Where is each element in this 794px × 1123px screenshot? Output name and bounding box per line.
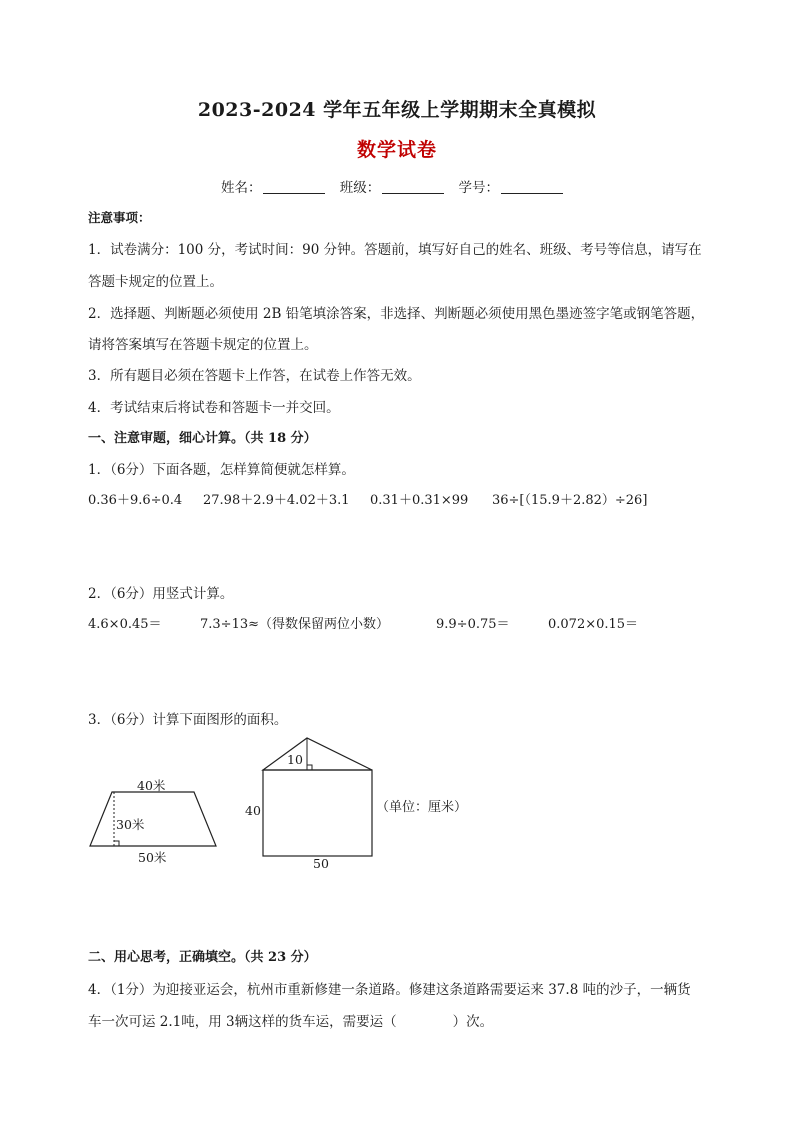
question-1: 1．（6分）下面各题，怎样算简便就怎样算。 — [88, 462, 355, 478]
note-line: 1．试卷满分：100 分，考试时间：90 分钟。答题前，填写好自己的姓名、班级、考号等信息，请写在 — [88, 242, 702, 258]
right-angle-mark — [307, 765, 312, 770]
q4-text-before: 车一次可运 2.1吨，用 3辆这样的货车运，需要运（ — [88, 1014, 397, 1030]
rectangle-side-label: 40 — [245, 803, 261, 818]
trapezoid-bottom-label: 50米 — [138, 850, 167, 865]
triangle-roof — [263, 738, 372, 770]
q2-expr-1: 4.6×0.45＝ — [88, 617, 162, 632]
q4-text-after: ）次。 — [452, 1014, 494, 1030]
note-line: 答题卡规定的位置上。 — [88, 274, 223, 290]
q1-expr-3: 0.31＋0.31×99 — [370, 493, 469, 508]
section2-heading: 二、用心思考，正确填空。（共 23 分） — [88, 950, 317, 965]
trapezoid-top-label: 40米 — [137, 778, 166, 793]
note-line: 4．考试结束后将试卷和答题卡一并交回。 — [88, 400, 340, 416]
q1-expr-1: 0.36＋9.6÷0.4 — [88, 493, 183, 508]
section1-heading: 一、注意审题，细心计算。（共 18 分） — [88, 431, 317, 446]
q1-expr-4: 36÷[（15.9＋2.82）÷26] — [492, 493, 648, 508]
student-info — [0, 176, 794, 196]
question-2: 2．（6分）用竖式计算。 — [88, 586, 234, 602]
question-4-line1: 4．（1分）为迎接亚运会，杭州市重新修建一条道路。修建这条道路需要运来 37.8 吨的沙子，一辆货 — [88, 982, 691, 998]
id-label: 学号： — [458, 180, 500, 196]
q2-expr-2: 7.3÷13≈（得数保留两位小数） — [200, 617, 390, 632]
note-line: 3．所有题目必须在答题卡上作答，在试卷上作答无效。 — [88, 368, 421, 384]
name-label: 姓名： — [220, 180, 262, 196]
exam-subtitle: 数学试卷 — [356, 139, 437, 161]
rectangle-body — [263, 770, 372, 856]
q2-expr-4: 0.072×0.15＝ — [548, 617, 639, 632]
question-3: 3．（6分）计算下面图形的面积。 — [88, 712, 288, 728]
notes-heading: 注意事项： — [88, 210, 151, 225]
unit-label: （单位：厘米） — [376, 800, 468, 815]
q1-expr-2: 27.98＋2.9＋4.02＋3.1 — [203, 493, 350, 508]
question-4-line2 — [88, 1010, 493, 1030]
triangle-height-label: 10 — [287, 752, 303, 767]
trapezoid-shape — [90, 792, 216, 846]
note-line: 请将答案填写在答题卡规定的位置上。 — [88, 337, 318, 353]
trapezoid-height-label: 30米 — [116, 817, 145, 832]
class-label: 班级： — [339, 180, 381, 196]
id-blank — [501, 179, 563, 194]
right-angle-mark — [114, 841, 119, 846]
house-figure — [255, 735, 380, 860]
exam-title: 2023-2024 学年五年级上学期期末全真模拟 — [197, 99, 597, 121]
rectangle-base-label: 50 — [313, 856, 329, 871]
q2-expr-3: 9.9÷0.75＝ — [436, 617, 510, 632]
name-blank — [263, 179, 325, 194]
note-line: 2．选择题、判断题必须使用 2B 铅笔填涂答案，非选择、判断题必须使用黑色墨迹签字笔或钢笔答题， — [88, 306, 705, 322]
class-blank — [382, 179, 444, 194]
